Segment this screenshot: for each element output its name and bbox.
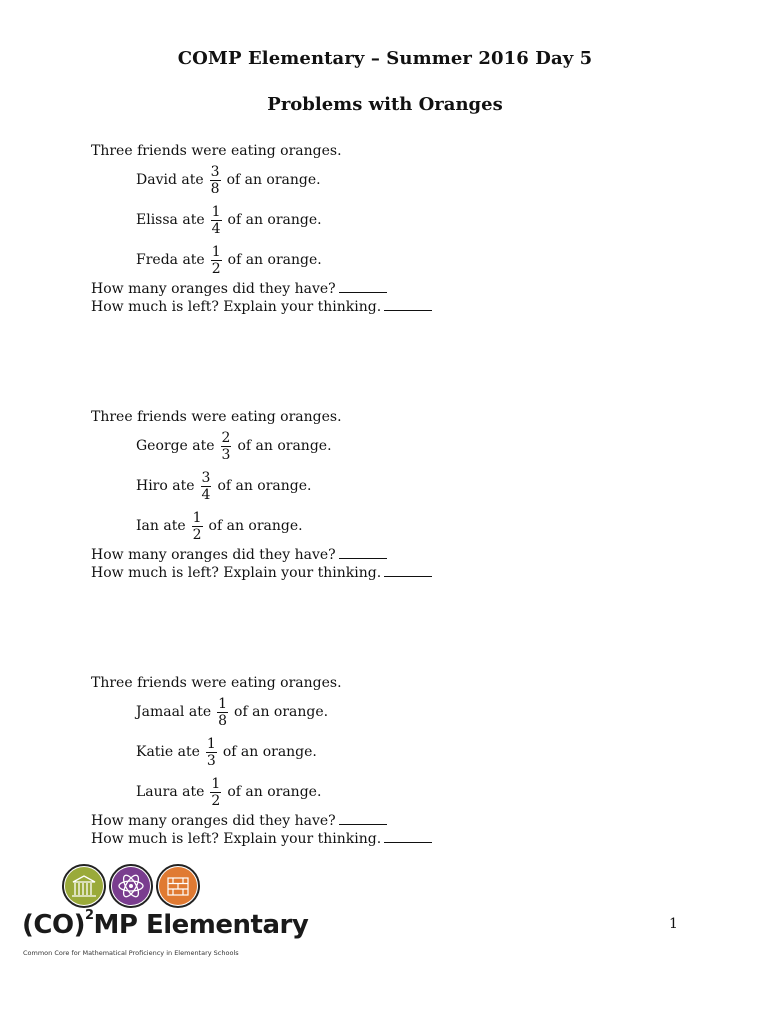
fraction [210,164,221,197]
fraction-denominator: 4 [201,486,211,503]
answer-blank[interactable] [339,812,387,825]
friend-prefix: Laura ate [136,784,205,800]
problem-intro: Three friends were eating oranges. [91,675,342,691]
problem-1 [91,142,651,316]
friend-prefix: Elissa ate [136,212,205,228]
fraction-numerator: 1 [206,735,216,752]
question-text: How much is left? Explain your thinking. [91,299,382,315]
page-number: 1 [669,916,678,932]
question-text: How much is left? Explain your thinking. [91,831,382,847]
problem-2 [91,408,651,582]
friend-line [91,506,651,546]
fraction-denominator: 8 [218,712,228,729]
brick-wall-icon [156,864,200,908]
fraction [211,244,222,277]
fraction-denominator: 2 [211,792,221,809]
atom-icon [109,864,153,908]
fraction [221,430,232,463]
fraction [210,776,221,809]
question-left [91,298,651,316]
friend-prefix: Jamaal ate [136,704,212,720]
friend-suffix: of an orange. [227,252,322,268]
logo-wordmark [22,910,308,940]
friend-line [91,426,651,466]
friend-suffix: of an orange. [234,704,329,720]
fraction-numerator: 1 [211,243,221,260]
comp-elementary-logo [20,862,309,962]
fraction-denominator: 8 [210,180,220,197]
fraction [217,696,228,729]
friend-line [91,732,651,772]
friend-suffix: of an orange. [226,172,321,188]
fraction [211,204,222,237]
fraction-denominator: 2 [211,260,221,277]
fraction-numerator: 1 [192,509,202,526]
answer-blank[interactable] [384,564,432,577]
friend-suffix: of an orange. [208,518,303,534]
question-count [91,280,651,298]
answer-blank[interactable] [384,830,432,843]
friend-prefix: Ian ate [136,518,186,534]
friend-prefix: David ate [136,172,204,188]
fraction [206,736,217,769]
fraction-numerator: 1 [211,775,221,792]
friend-line [91,772,651,812]
friend-prefix: Katie ate [136,744,200,760]
question-text: How much is left? Explain your thinking. [91,565,382,581]
building-icon [62,864,106,908]
fraction-numerator: 3 [201,469,211,486]
problem-intro: Three friends were eating oranges. [91,143,342,159]
answer-blank[interactable] [339,546,387,559]
answer-blank[interactable] [339,280,387,293]
question-text: How many oranges did they have? [91,813,336,829]
problem-3 [91,674,651,848]
friend-prefix: Freda ate [136,252,205,268]
answer-blank[interactable] [384,298,432,311]
fraction-denominator: 2 [192,526,202,543]
question-count [91,812,651,830]
question-count [91,546,651,564]
question-text: How many oranges did they have? [91,547,336,563]
friend-line [91,160,651,200]
friend-line [91,466,651,506]
fraction [201,470,212,503]
fraction-denominator: 3 [221,446,231,463]
question-text: How many oranges did they have? [91,281,336,297]
friend-line [91,200,651,240]
friend-suffix: of an orange. [217,478,312,494]
logo-name-rest: MP Elementary [93,910,309,940]
question-left [91,830,651,848]
friend-line [91,692,651,732]
fraction [192,510,203,543]
friend-suffix: of an orange. [237,438,332,454]
friend-suffix: of an orange. [222,744,317,760]
fraction-denominator: 4 [211,220,221,237]
friend-suffix: of an orange. [227,212,322,228]
page-title: COMP Elementary – Summer 2016 Day 5 [177,48,593,69]
logo-tagline: Common Core for Mathematical Proficiency in Elementary Schools [23,949,239,957]
fraction-numerator: 1 [218,695,228,712]
problem-intro: Three friends were eating oranges. [91,409,342,425]
question-left [91,564,651,582]
friend-prefix: Hiro ate [136,478,195,494]
friend-line [91,240,651,280]
page-subtitle: Problems with Oranges [267,94,503,115]
fraction-denominator: 3 [206,752,216,769]
fraction-numerator: 1 [211,203,221,220]
fraction-numerator: 3 [210,163,220,180]
friend-suffix: of an orange. [227,784,322,800]
logo-name-sup: 2 [84,908,94,923]
logo-name-main: (CO) [22,910,85,940]
friend-prefix: George ate [136,438,215,454]
fraction-numerator: 2 [221,429,231,446]
